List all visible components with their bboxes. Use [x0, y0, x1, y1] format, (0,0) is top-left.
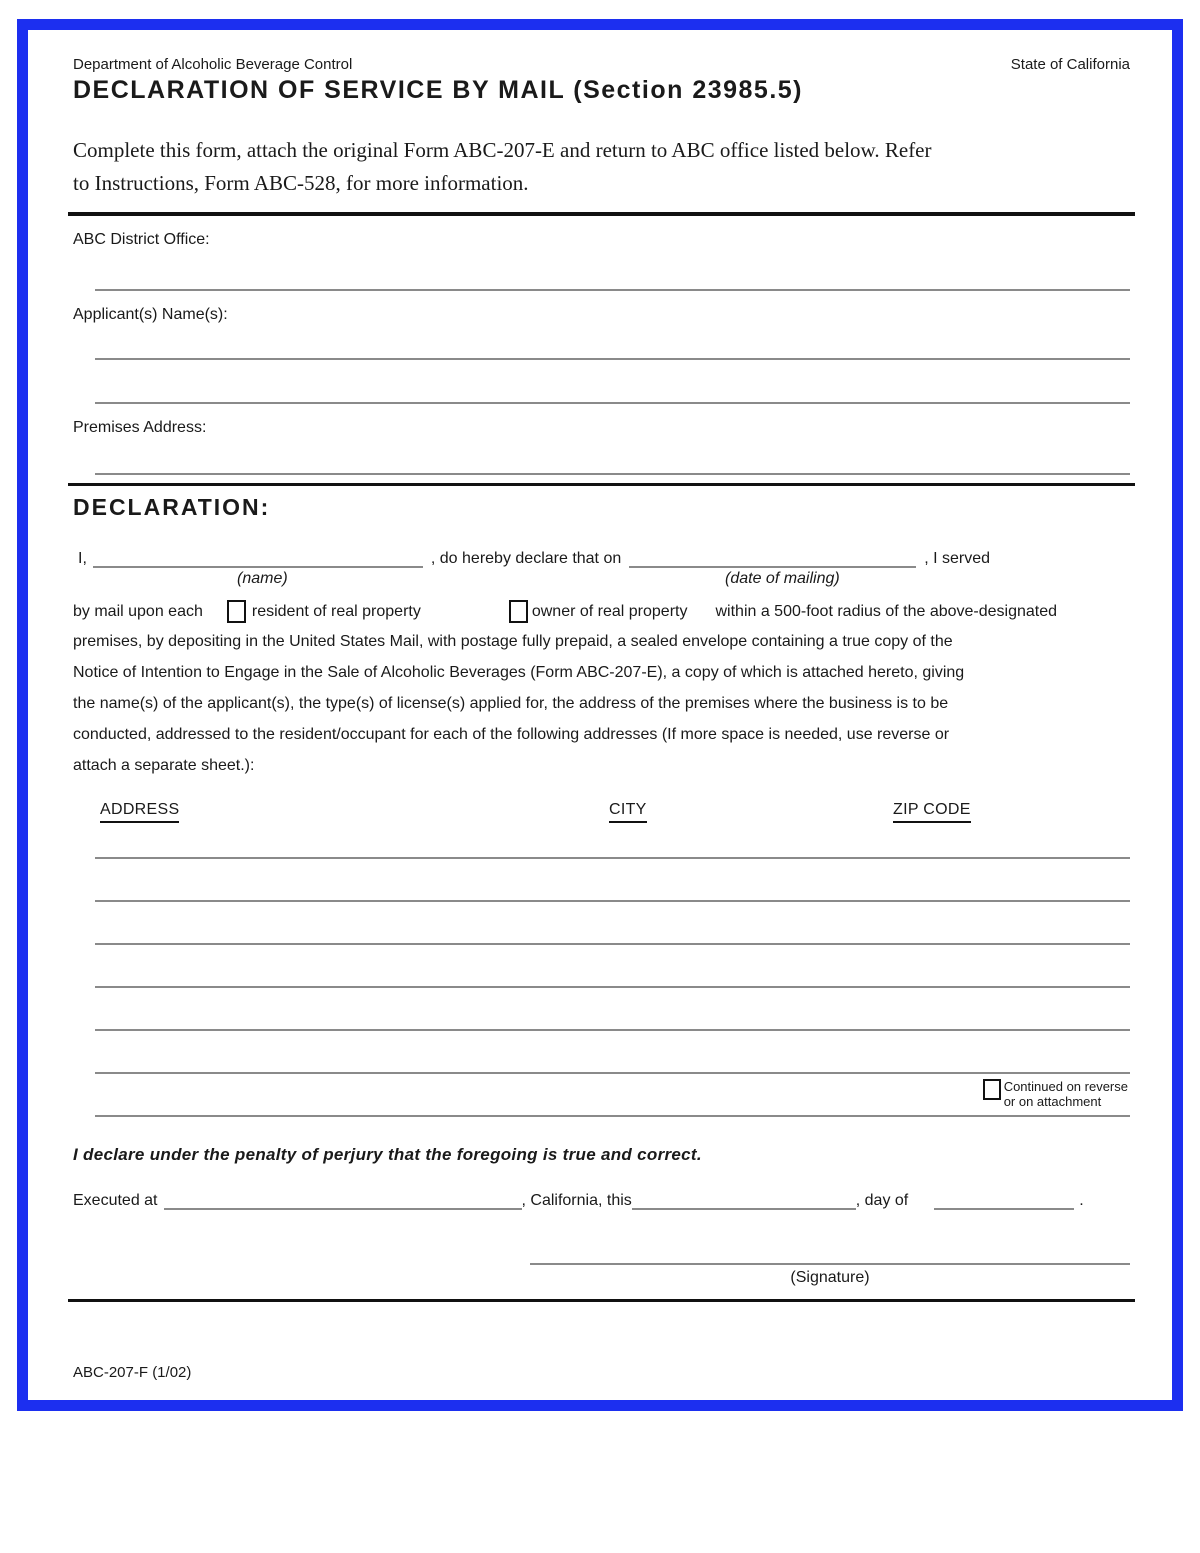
- execution-line: [73, 1191, 1130, 1210]
- address-row-input-3[interactable]: [95, 902, 1130, 945]
- date-of-mailing-caption: (date of mailing): [725, 570, 840, 587]
- applicant-names-input-2[interactable]: [95, 402, 1130, 404]
- address-column-header: ADDRESS: [100, 801, 179, 823]
- radius-text: within a 500-foot radius of the above-designated: [715, 602, 1058, 620]
- intro-suffix: , I served: [924, 550, 991, 567]
- premises-address-label: Premises Address:: [73, 419, 207, 436]
- executed-day-input[interactable]: [934, 1191, 1074, 1210]
- by-mail-prefix: by mail upon each: [73, 602, 203, 620]
- declaration-body-line-3: the name(s) of the applicant(s), the type(s) of license(s) applied for, the address of the premises where the business is to be: [73, 695, 949, 712]
- declaration-section-divider: [68, 483, 1135, 486]
- page-border: [17, 19, 1183, 1411]
- signature-block: [530, 1263, 1130, 1287]
- instructions-line-1: Complete this form, attach the original Form ABC-207-E and return to ABC office listed below. Refer: [73, 138, 932, 162]
- declaration-heading: DECLARATION:: [73, 494, 271, 520]
- address-table-headers: [73, 801, 1130, 827]
- executed-day-text: , day of: [855, 1192, 909, 1209]
- declaration-body-line-2: Notice of Intention to Engage in the Sale of Alcoholic Beverages (Form ABC-207-E), a copy of which is attached hereto, giving: [73, 664, 965, 681]
- form-instructions: [73, 134, 1130, 200]
- executed-period: .: [1079, 1192, 1084, 1209]
- declaration-intro-line: [73, 549, 1130, 568]
- intro-captions: [73, 568, 1130, 594]
- district-office-input[interactable]: [95, 289, 1130, 291]
- executed-date-input[interactable]: [632, 1191, 856, 1210]
- form-title: DECLARATION OF SERVICE BY MAIL (Section 23985.5): [73, 76, 804, 104]
- continued-label-line-1: Continued on reverse: [1003, 1079, 1128, 1094]
- continued-checkbox[interactable]: [983, 1079, 1001, 1100]
- address-row-input-5[interactable]: [95, 988, 1130, 1031]
- intro-prefix: I,: [78, 550, 87, 567]
- signature-caption: (Signature): [790, 1269, 870, 1286]
- perjury-statement: I declare under the penalty of perjury that the foregoing is true and correct.: [73, 1145, 702, 1164]
- declaration-body-line-1: premises, by depositing in the United States Mail, with postage fully prepaid, a sealed envelope containing a true copy of the: [73, 633, 953, 650]
- mailing-date-input[interactable]: [629, 549, 916, 568]
- continued-on-reverse-block: [983, 1079, 1128, 1109]
- address-row-input-1[interactable]: [95, 827, 1130, 859]
- section-divider-double: [68, 212, 1135, 216]
- form-header: [73, 56, 1130, 73]
- bottom-divider: [68, 1299, 1135, 1302]
- premises-address-input[interactable]: [95, 473, 1130, 475]
- executed-middle: , California, this: [521, 1192, 632, 1209]
- instructions-line-2: to Instructions, Form ABC-528, for more information.: [73, 171, 529, 195]
- zip-code-column-header: ZIP CODE: [893, 801, 971, 823]
- form-number: ABC-207-F (1/02): [73, 1364, 192, 1381]
- address-row-input-6[interactable]: [95, 1031, 1130, 1074]
- applicant-names-label: Applicant(s) Name(s):: [73, 306, 228, 323]
- declaration-body-line-4: conducted, addressed to the resident/occupant for each of the following addresses (If more space is needed, use reverse or: [73, 726, 950, 743]
- executed-prefix: Executed at: [73, 1192, 158, 1209]
- city-column-header: CITY: [609, 801, 647, 823]
- service-type-line: [73, 600, 1130, 623]
- declarant-name-input[interactable]: [93, 549, 423, 568]
- name-caption: (name): [237, 570, 288, 587]
- executed-city-input[interactable]: [164, 1191, 522, 1210]
- resident-checkbox[interactable]: [227, 600, 246, 623]
- address-table-rows: [95, 827, 1130, 1117]
- declaration-body: [73, 626, 1130, 781]
- resident-checkbox-label: resident of real property: [251, 602, 421, 620]
- address-row-input-2[interactable]: [95, 859, 1130, 902]
- district-office-label: ABC District Office:: [73, 231, 210, 248]
- intro-middle: , do hereby declare that on: [430, 550, 622, 567]
- form-page: [28, 30, 1172, 1381]
- address-row-input-4[interactable]: [95, 945, 1130, 988]
- state-name: State of California: [1010, 56, 1130, 73]
- owner-checkbox[interactable]: [509, 600, 528, 623]
- continued-checkbox-label: [1004, 1079, 1128, 1109]
- signature-input[interactable]: [530, 1263, 1130, 1265]
- address-row-input-7[interactable]: [95, 1074, 1130, 1117]
- owner-checkbox-label: owner of real property: [531, 602, 688, 620]
- applicant-names-input-1[interactable]: [95, 358, 1130, 360]
- declaration-body-line-5: attach a separate sheet.):: [73, 757, 255, 774]
- agency-name: Department of Alcoholic Beverage Control: [73, 56, 353, 73]
- continued-label-line-2: or on attachment: [1003, 1094, 1102, 1109]
